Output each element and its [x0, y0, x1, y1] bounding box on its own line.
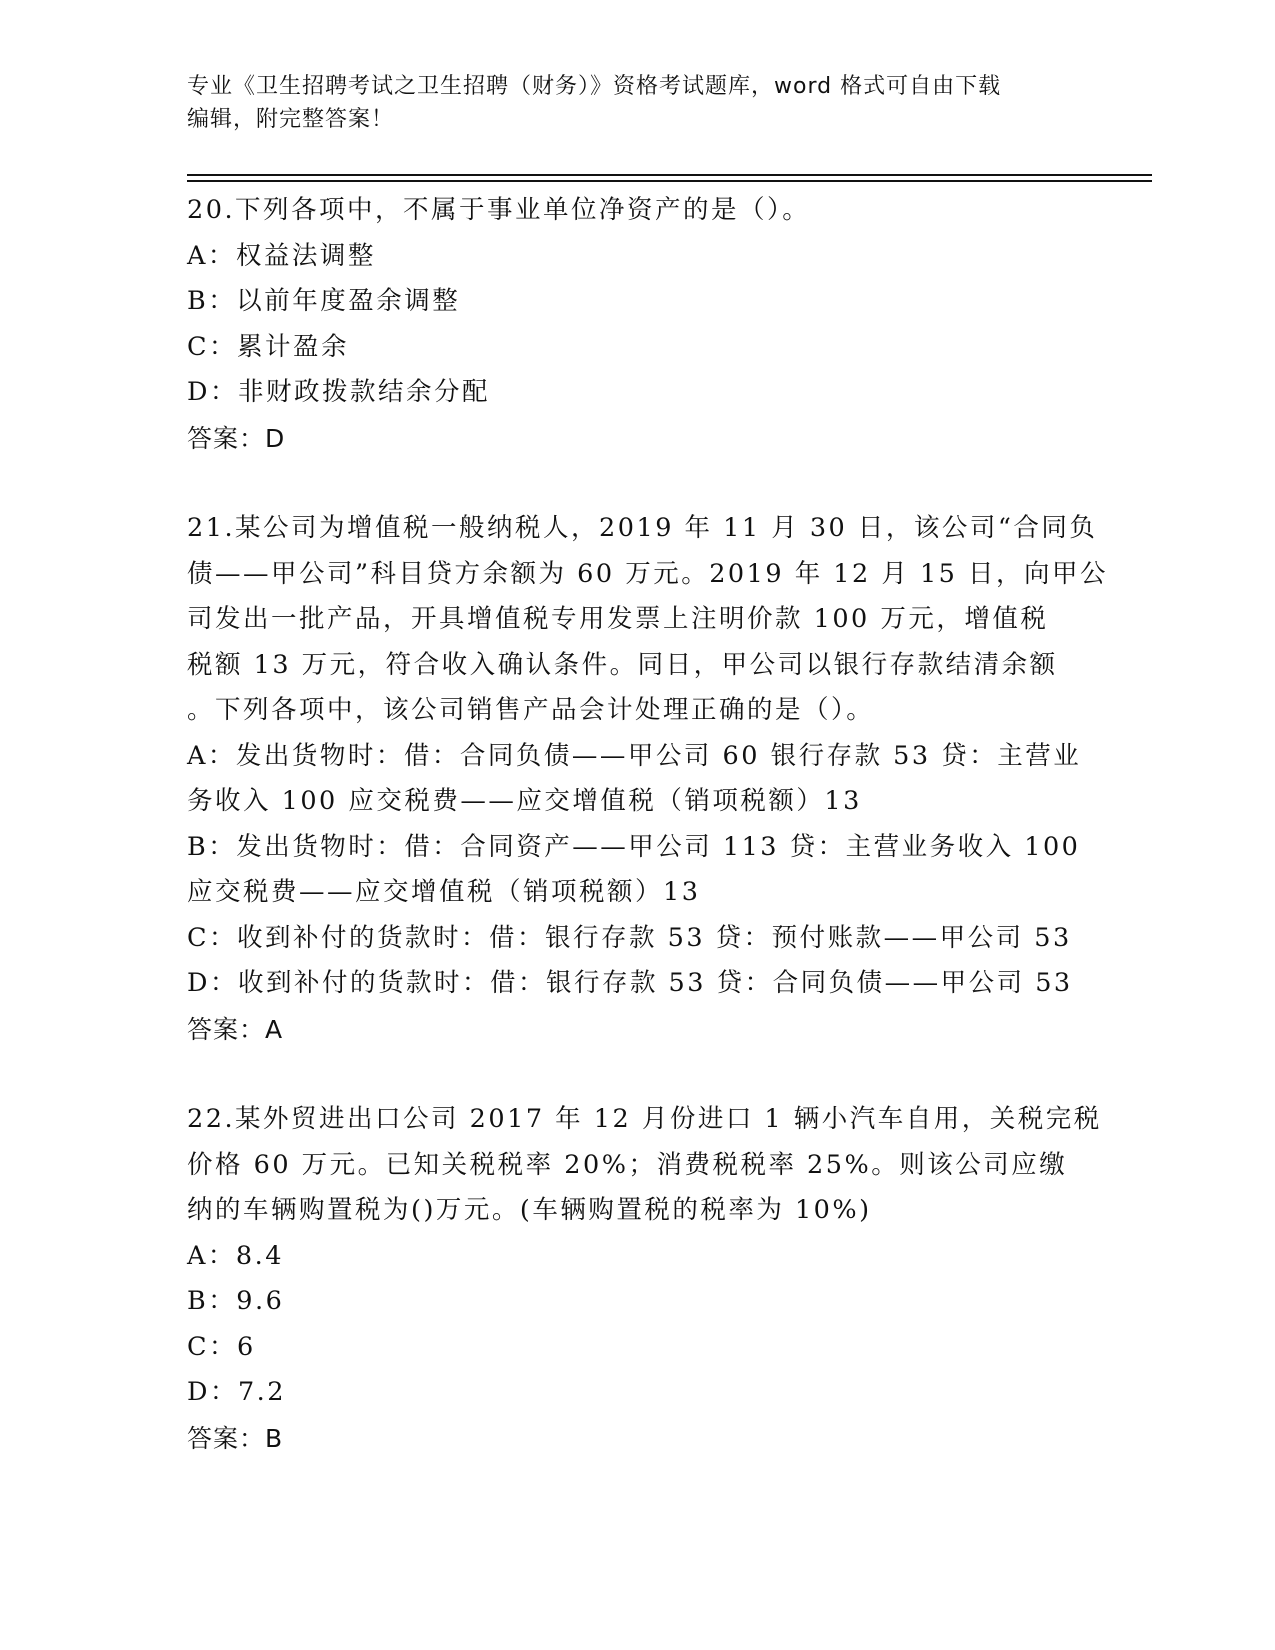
option-c: C：收到补付的货款时：借：银行存款 53 贷：预付账款——甲公司 53: [187, 922, 1072, 953]
option-a: A：权益法调整: [187, 240, 376, 271]
question-stem-line: 债——甲公司”科目贷方余额为 60 万元。2019 年 12 月 15 日，向甲公: [187, 558, 1109, 589]
header-line-2: 编辑，附完整答案！: [187, 107, 395, 132]
option-d: D：收到补付的货款时：借：银行存款 53 贷：合同负债——甲公司 53: [187, 968, 1073, 998]
question-stem-line: 司发出一批产品，开具增值税专用发票上注明价款 100 万元，增值税: [187, 604, 1049, 634]
question-stem-line: 价格 60 万元。已知关税税率 20%；消费税税率 25%。则该公司应缴: [187, 1149, 1068, 1180]
option-b: B：9.6: [187, 1286, 285, 1316]
option-a: A：发出货物时：借：合同负债——甲公司 60 银行存款 53 贷：主营业: [187, 740, 1082, 771]
answer-label: 答案：D: [187, 423, 286, 453]
option-d: D：非财政拨款结余分配: [187, 377, 490, 407]
header-divider-top: [187, 174, 1152, 176]
document-header: [187, 70, 1067, 136]
option-b: B：发出货物时：借：合同资产——甲公司 113 贷：主营业务收入 100: [187, 831, 1081, 862]
option-c: C：6: [187, 1331, 256, 1362]
header-divider-bottom: [187, 180, 1152, 182]
question-20: [187, 188, 1087, 461]
option-d: D：7.2: [187, 1377, 286, 1407]
question-stem-line: 税额 13 万元，符合收入确认条件。同日，甲公司以银行存款结清余额: [187, 649, 1058, 680]
option-a: A：8.4: [187, 1240, 284, 1271]
question-stem-line: 纳的车辆购置税为()万元。(车辆购置税的税率为 10%): [187, 1195, 872, 1225]
question-21: [187, 506, 1109, 1052]
question-22: [187, 1097, 1102, 1461]
option-b: B：以前年度盈余调整: [187, 286, 461, 316]
question-stem-line: 20.下列各项中，不属于事业单位净资产的是（）。: [187, 195, 811, 225]
option-a-continued: 务收入 100 应交税费——应交增值税（销项税额）13: [187, 786, 862, 816]
answer-label: 答案：B: [187, 1423, 284, 1453]
option-b-continued: 应交税费——应交增值税（销项税额）13: [187, 877, 701, 907]
question-list: [187, 188, 1109, 1461]
question-stem-line: 22.某外贸进出口公司 2017 年 12 月份进口 1 辆小汽车自用，关税完税: [187, 1104, 1102, 1134]
question-stem-line: 。下列各项中，该公司销售产品会计处理正确的是（）。: [187, 695, 875, 725]
header-line-1: 专业《卫生招聘考试之卫生招聘（财务）》资格考试题库，word 格式可自由下载: [187, 74, 1002, 99]
question-stem-line: 21.某公司为增值税一般纳税人，2019 年 11 月 30 日，该公司“合同负: [187, 513, 1098, 543]
option-c: C：累计盈余: [187, 331, 350, 362]
answer-label: 答案：A: [187, 1014, 284, 1044]
